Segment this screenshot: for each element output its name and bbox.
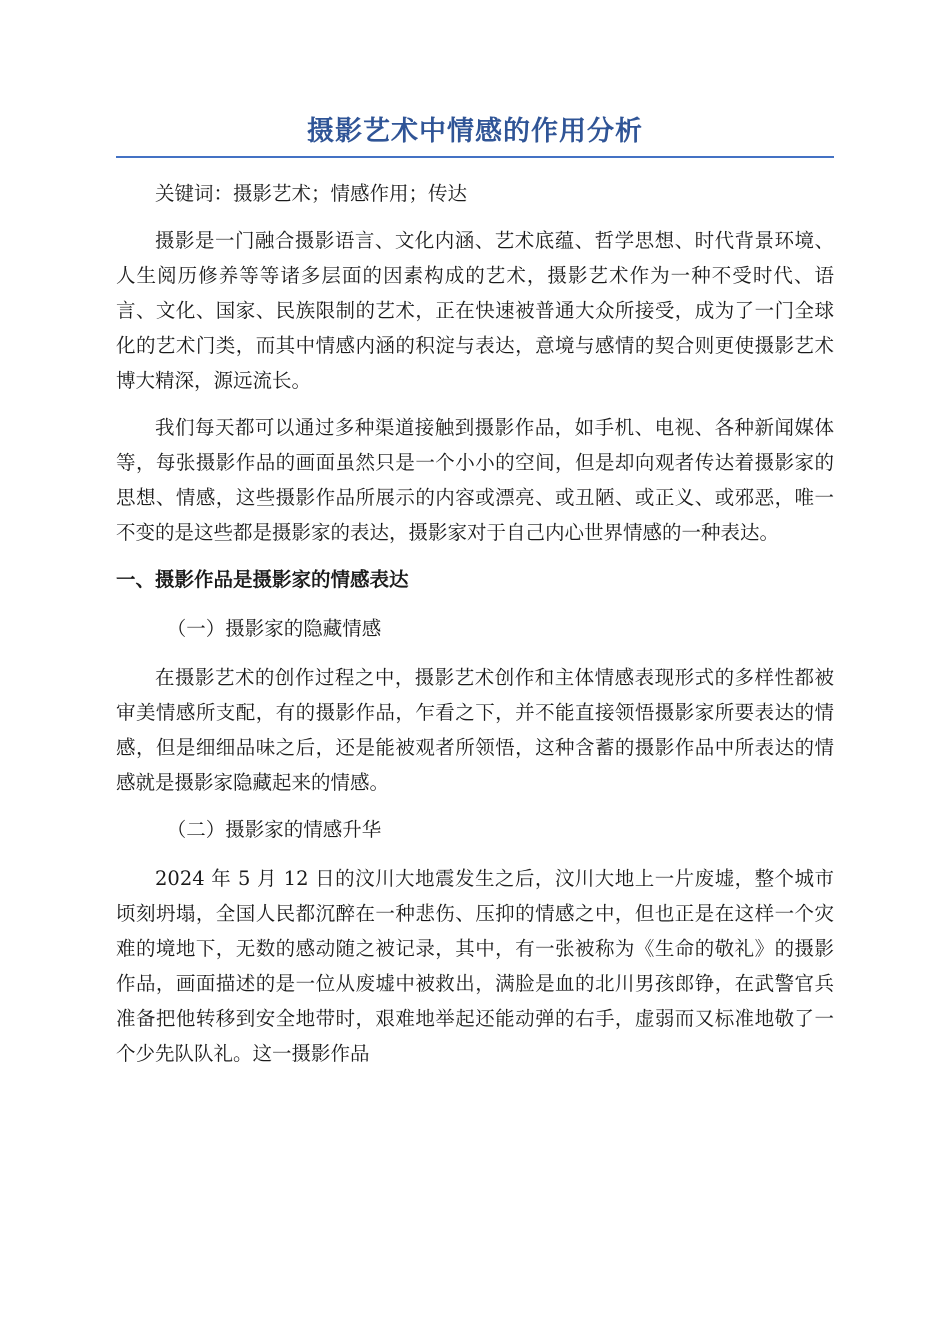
subsection-heading-2: （二）摄影家的情感升华 <box>166 818 382 841</box>
intro-paragraph-2: 我们每天都可以通过多种渠道接触到摄影作品，如手机、电视、各种新闻媒体等，每张摄影作品的画面虽然只是一个小小的空间，但是却向观者传达着摄影家的思想、情感，这些摄影作品所展示的内容或漂亮、或丑陋、或正义、或邪恶，唯一不变的是这些都是摄影家的表达，摄影家对于自己内心世界情感的一种表达。 <box>116 416 834 544</box>
document-title: 摄影艺术中情感的作用分析 <box>307 116 643 147</box>
keywords-line: 关键词：摄影艺术；情感作用；传达 <box>155 182 468 205</box>
intro-paragraph-1: 摄影是一门融合摄影语言、文化内涵、艺术底蕴、哲学思想、时代背景环境、人生阅历修养等等诸多层面的因素构成的艺术，摄影艺术作为一种不受时代、语言、文化、国家、民族限制的艺术，正在快速被普通大众所接受，成为了一门全球化的艺术门类，而其中情感内涵的积淀与表达，意境与感情的契合则更使摄影艺术博大精深，源远流长。 <box>116 229 834 392</box>
subsection-2-paragraph: 2024 年 5 月 12 日的汶川大地震发生之后，汶川大地上一片废墟，整个城市顷刻坍塌，全国人民都沉醉在一种悲伤、压抑的情感之中，但也正是在这样一个灾难的境地下，无数的感动随之被记录，其中，有一张被称为《生命的敬礼》的摄影作品，画面描述的是一位从废墟中被救出，满脸是血的北川男孩郎铮，在武警官兵准备把他转移到安全地带时，艰难地举起还能动弹的右手，虚弱而又标准地敬了一个少先队队礼。这一摄影作品 <box>116 867 834 1065</box>
subsection-heading-1: （一）摄影家的隐藏情感 <box>166 617 382 640</box>
section-heading-1: 一、摄影作品是摄影家的情感表达 <box>116 568 409 591</box>
document-page <box>116 110 834 1083</box>
title-underline <box>116 156 834 158</box>
subsection-1-paragraph: 在摄影艺术的创作过程之中，摄影艺术创作和主体情感表现形式的多样性都被审美情感所支配，有的摄影作品，乍看之下，并不能直接领悟摄影家所要表达的情感，但是细细品味之后，还是能被观者所领悟，这种含蓄的摄影作品中所表达的情感就是摄影家隐藏起来的情感。 <box>116 666 834 794</box>
